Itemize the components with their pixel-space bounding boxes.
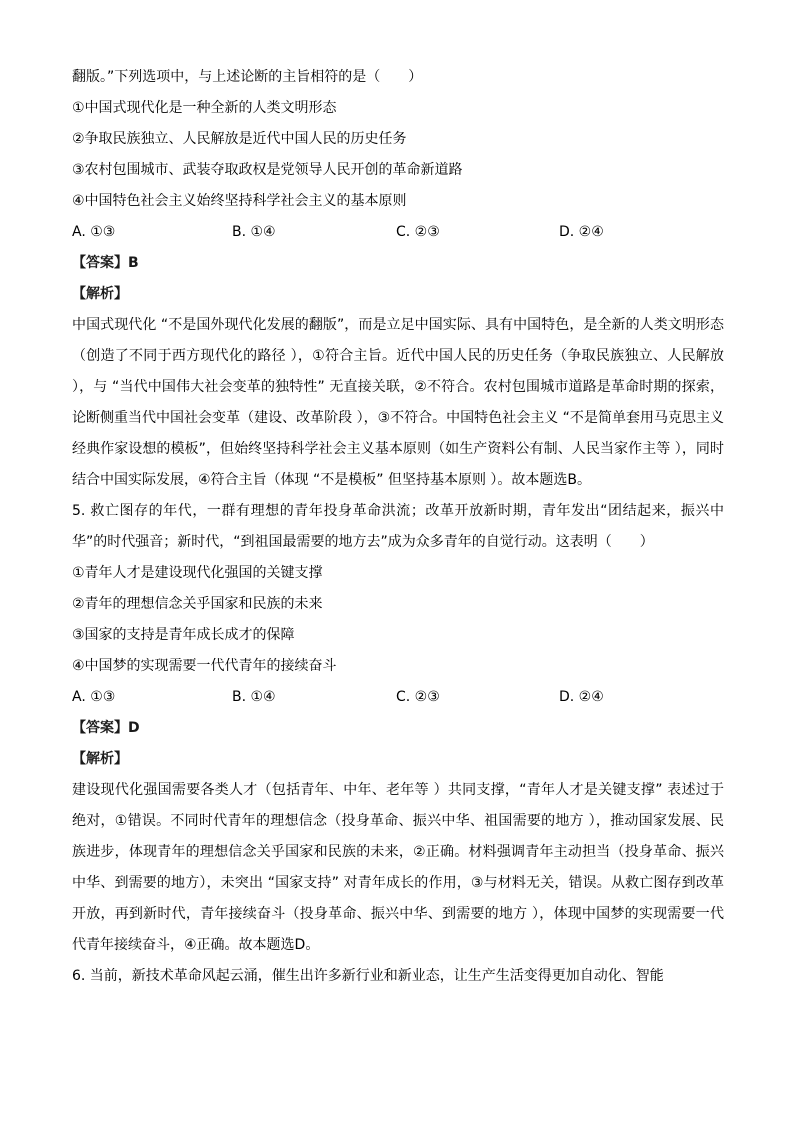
q4-statement-3: ③农村包围城市、武装夺取政权是党领导人民开创的革命新道路 bbox=[72, 162, 463, 178]
q4-statement-1: ①中国式现代化是一种全新的人类文明形态 bbox=[72, 100, 337, 116]
q5-statement-2: ②青年的理想信念关乎国家和民族的未来 bbox=[72, 596, 323, 612]
q5-option-d: D. ②④ bbox=[559, 689, 604, 705]
q6-stem: 6. 当前，新技术革命风起云涌，催生出许多新行业和新业态，让生产生活变得更加自动化、智能 bbox=[72, 968, 664, 984]
q4-statement-2: ②争取民族独立、人民解放是近代中国人民的历史任务 bbox=[72, 131, 407, 147]
q4-option-b: B. ①④ bbox=[232, 224, 276, 240]
q5-options bbox=[72, 682, 724, 713]
document-page bbox=[72, 62, 724, 992]
q4-answer: 【答案】B bbox=[72, 255, 139, 271]
q5-answer: 【答案】D bbox=[72, 720, 140, 736]
q4-stem-tail: 翻版。”下列选项中，与上述论断的主旨相符的是（ ） bbox=[72, 69, 423, 85]
q5-option-c: C. ②③ bbox=[396, 689, 440, 705]
q5-statement-4: ④中国梦的实现需要一代代青年的接续奋斗 bbox=[72, 658, 337, 674]
q5-statement-1: ①青年人才是建设现代化强国的关键支撑 bbox=[72, 565, 323, 581]
q4-option-a: A. ①③ bbox=[72, 224, 116, 240]
q5-option-a: A. ①③ bbox=[72, 689, 116, 705]
q5-stem: 5. 救亡图存的年代，一群有理想的青年投身革命洪流；改革开放新时期，青年发出“团结起来，振兴中华”的时代强音；新时代，“到祖国最需要的地方去”成为众多青年的自觉行动。这表明（ ） bbox=[72, 503, 724, 550]
q4-option-d: D. ②④ bbox=[559, 224, 604, 240]
q5-analysis: 建设现代化强国需要各类人才（包括青年、中年、老年等 ）共同支撑，“青年人才是关键支撑” 表述过于绝对，①错误。不同时代青年的理想信念（投身革命、振兴中华、祖国需要的地方 ），推动国家发展、民族进步，体现青年的理想信念关乎国家和民族的未来，②正确。材料强调青年主动担当（投身革命、振兴中华、到需要的地方），未突出 “国家支持” 对青年成长的作用，③与材料无关，错误。从救亡图存到改革开放，再到新时代，青年接续奋斗（投身革命、振兴中华、到需要的地方 ），体现中国梦的实现需要一代代青年接续奋斗，④正确。故本题选D。 bbox=[72, 782, 724, 953]
q4-options bbox=[72, 217, 724, 248]
q4-option-c: C. ②③ bbox=[396, 224, 440, 240]
q5-statement-3: ③国家的支持是青年成长成才的保障 bbox=[72, 627, 295, 643]
q4-analysis: 中国式现代化 “不是国外现代化发展的翻版”，而是立足中国实际、具有中国特色，是全新的人类文明形态（创造了不同于西方现代化的路径 ），①符合主旨。近代中国人民的历史任务（争取民族独立、人民解放 ），与 “当代中国伟大社会变革的独特性” 无直接关联，②不符合。农村包围城市道路是革命时期的探索，论断侧重当代中国社会变革（建设、改革阶段 ），③不符合。中国特色社会主义 “不是简单套用马克思主义经典作家设想的模板”，但始终坚持科学社会主义基本原则（如生产资料公有制、人民当家作主等 ），同时结合中国实际发展，④符合主旨（体现 “不是模板” 但坚持基本原则 ）。故本题选B。 bbox=[72, 317, 724, 488]
q4-analysis-label: 【解析】 bbox=[72, 286, 128, 302]
q5-option-b: B. ①④ bbox=[232, 689, 276, 705]
q4-statement-4: ④中国特色社会主义始终坚持科学社会主义的基本原则 bbox=[72, 193, 407, 209]
q5-analysis-label: 【解析】 bbox=[72, 751, 128, 767]
